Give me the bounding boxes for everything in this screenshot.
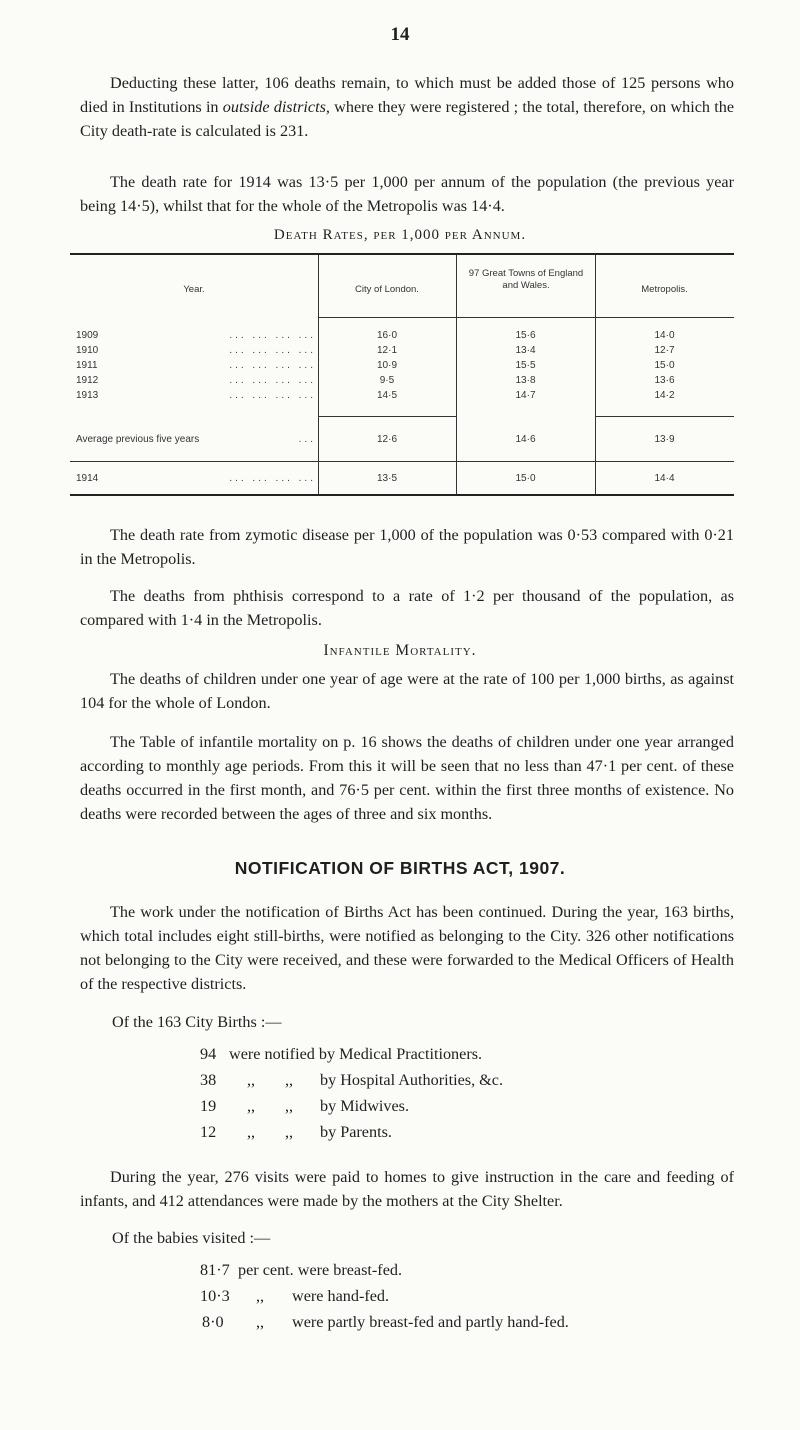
list-number: 10·3: [200, 1287, 230, 1305]
cell-towns: 15·0: [515, 473, 536, 484]
death-rates-table: [70, 253, 734, 495]
header-underline: [595, 317, 734, 318]
average-label: Average previous five years: [76, 434, 200, 445]
list-number: 94: [200, 1045, 217, 1063]
table-bottom-rule: [70, 494, 734, 496]
heading-notification-of-births-act: NOTIFICATION OF BIRTHS ACT, 1907.: [234, 858, 566, 878]
cell-metropolis: 14·2: [654, 390, 675, 401]
ditto-mark: ,,: [285, 1123, 294, 1141]
leader-dots: ... ... ... ...: [229, 360, 316, 371]
list-text: by Midwives.: [320, 1097, 410, 1115]
cell-metropolis: 14·0: [654, 330, 675, 341]
cell-towns: 13·4: [515, 345, 536, 356]
babies-intro: Of the babies visited :—: [112, 1229, 271, 1247]
list-text: were hand-fed.: [292, 1287, 390, 1305]
ditto-mark: ,,: [247, 1097, 256, 1115]
paragraph-zymotic: The death rate from zymotic disease per 1,000 of the population was 0·53 compared with 0·21 in the Metropolis.: [80, 526, 734, 568]
ditto-mark: ,,: [256, 1313, 265, 1331]
page-number: 14: [390, 24, 410, 45]
list-number: 81·7: [200, 1261, 230, 1279]
cell-towns: 15·5: [515, 360, 536, 371]
cell-towns: 13·8: [515, 375, 536, 386]
row-divider: [595, 416, 734, 417]
cell-city: 16·0: [376, 330, 397, 341]
header-underline: [456, 317, 595, 318]
table-caption: Death Rates, per 1,000 per Annum.: [273, 227, 527, 243]
cell-towns: 14·7: [515, 390, 536, 401]
cell-metropolis: 12·7: [654, 345, 675, 356]
list-item: [0, 1068, 800, 1092]
header-97-great-towns: 97 Great Towns of England and Wales.: [468, 268, 584, 291]
row-year: 1914: [76, 473, 99, 484]
row-divider: [70, 461, 734, 462]
leader-dots: ... ... ... ...: [229, 330, 316, 341]
births-intro: Of the 163 City Births :—: [112, 1013, 282, 1031]
ditto-mark: ,,: [247, 1071, 256, 1089]
list-item: [0, 1120, 800, 1144]
cell-towns: 14·6: [515, 434, 536, 445]
cell-towns: 15·6: [515, 330, 536, 341]
list-number: 38: [200, 1071, 217, 1089]
list-item: [0, 1284, 800, 1308]
row-year: 1911: [76, 360, 98, 371]
paragraph-home-visits: During the year, 276 visits were paid to homes to give instruction in the care and feeding of infants, and 412 attendances were made by the mothers at the City Shelter.: [80, 1168, 734, 1210]
list-text: were partly breast-fed and partly hand-fed.: [292, 1313, 569, 1331]
leader-dots: ...: [298, 434, 316, 445]
cell-city: 14·5: [376, 390, 397, 401]
paragraph-notification-work: The work under the notification of Births Act has been continued. During the year, 163 births, which total includes eight still-births, were notified as belonging to the City. 326 other notifications not belonging to the City were received, and these were forwarded to the Medical Officers of Health of the respective districts.: [80, 903, 734, 993]
cell-city: 9·5: [379, 375, 395, 386]
list-item: [0, 1310, 800, 1334]
list-text: were notified by Medical Practitioners.: [229, 1045, 483, 1063]
row-year: 1912: [76, 375, 99, 386]
row-year: 1910: [76, 345, 99, 356]
header-metropolis: Metropolis.: [641, 284, 688, 295]
list-item: [0, 1042, 800, 1066]
table-top-rule: [70, 253, 734, 255]
list-number: 8·0: [202, 1313, 224, 1331]
list-item: [0, 1094, 800, 1118]
header-underline: [318, 317, 456, 318]
cell-city: 12·6: [376, 434, 397, 445]
paragraph-infantile-table: The Table of infantile mortality on p. 16 shows the deaths of children under one year arranged according to monthly age periods. From this it will be seen that no less than 47·1 per cent. of these deaths occurred in the first month, and 76·5 per cent. within the first three months of existence. No deaths were recorded between the ages of three and six months.: [80, 733, 734, 823]
leader-dots: ... ... ... ...: [229, 390, 316, 401]
row-year: 1909: [76, 330, 99, 341]
paragraph-infant-deaths: The deaths of children under one year of age were at the rate of 100 per 1,000 births, as against 104 for the whole of London.: [80, 670, 734, 712]
cell-metropolis: 15·0: [654, 360, 675, 371]
heading-infantile-mortality: Infantile Mortality.: [323, 642, 477, 659]
cell-city: 12·1: [376, 345, 397, 356]
list-number: 19: [200, 1097, 217, 1115]
header-city-of-london: City of London.: [355, 284, 419, 295]
cell-metropolis: 13·6: [654, 375, 675, 386]
header-year: Year.: [183, 284, 205, 295]
paragraph-death-rate-1914: The death rate for 1914 was 13·5 per 1,000 per annum of the population (the previous year being 14·5), whilst that for the whole of the Metropolis was 14·4.: [80, 173, 734, 215]
leader-dots: ... ... ... ...: [229, 473, 316, 484]
ditto-mark: ,,: [247, 1123, 256, 1141]
paragraph-deaths-remaining: Deducting these latter, 106 deaths remain, to which must be added those of 125 persons who died in Institutions in outside districts, where they were registered ; the total, therefore, on which the City death-rate is calculated is 231.: [80, 74, 734, 140]
cell-metropolis: 14·4: [654, 473, 675, 484]
cell-city: 10·9: [376, 360, 397, 371]
paragraph-phthisis: The deaths from phthisis correspond to a rate of 1·2 per thousand of the population, as compared with 1·4 in the Metropolis.: [80, 587, 734, 629]
list-number: 12: [200, 1123, 217, 1141]
ditto-mark: ,,: [285, 1097, 294, 1115]
cell-city: 13·5: [376, 473, 397, 484]
list-text: by Parents.: [320, 1123, 392, 1141]
leader-dots: ... ... ... ...: [229, 345, 316, 356]
list-text: by Hospital Authorities, &c.: [320, 1071, 503, 1089]
row-divider: [318, 416, 456, 417]
list-text: per cent. were breast-fed.: [238, 1261, 403, 1279]
ditto-mark: ,,: [256, 1287, 265, 1305]
row-year: 1913: [76, 390, 99, 401]
leader-dots: ... ... ... ...: [229, 375, 316, 386]
list-item: [0, 1258, 800, 1282]
ditto-mark: ,,: [285, 1071, 294, 1089]
cell-metropolis: 13·9: [654, 434, 675, 445]
